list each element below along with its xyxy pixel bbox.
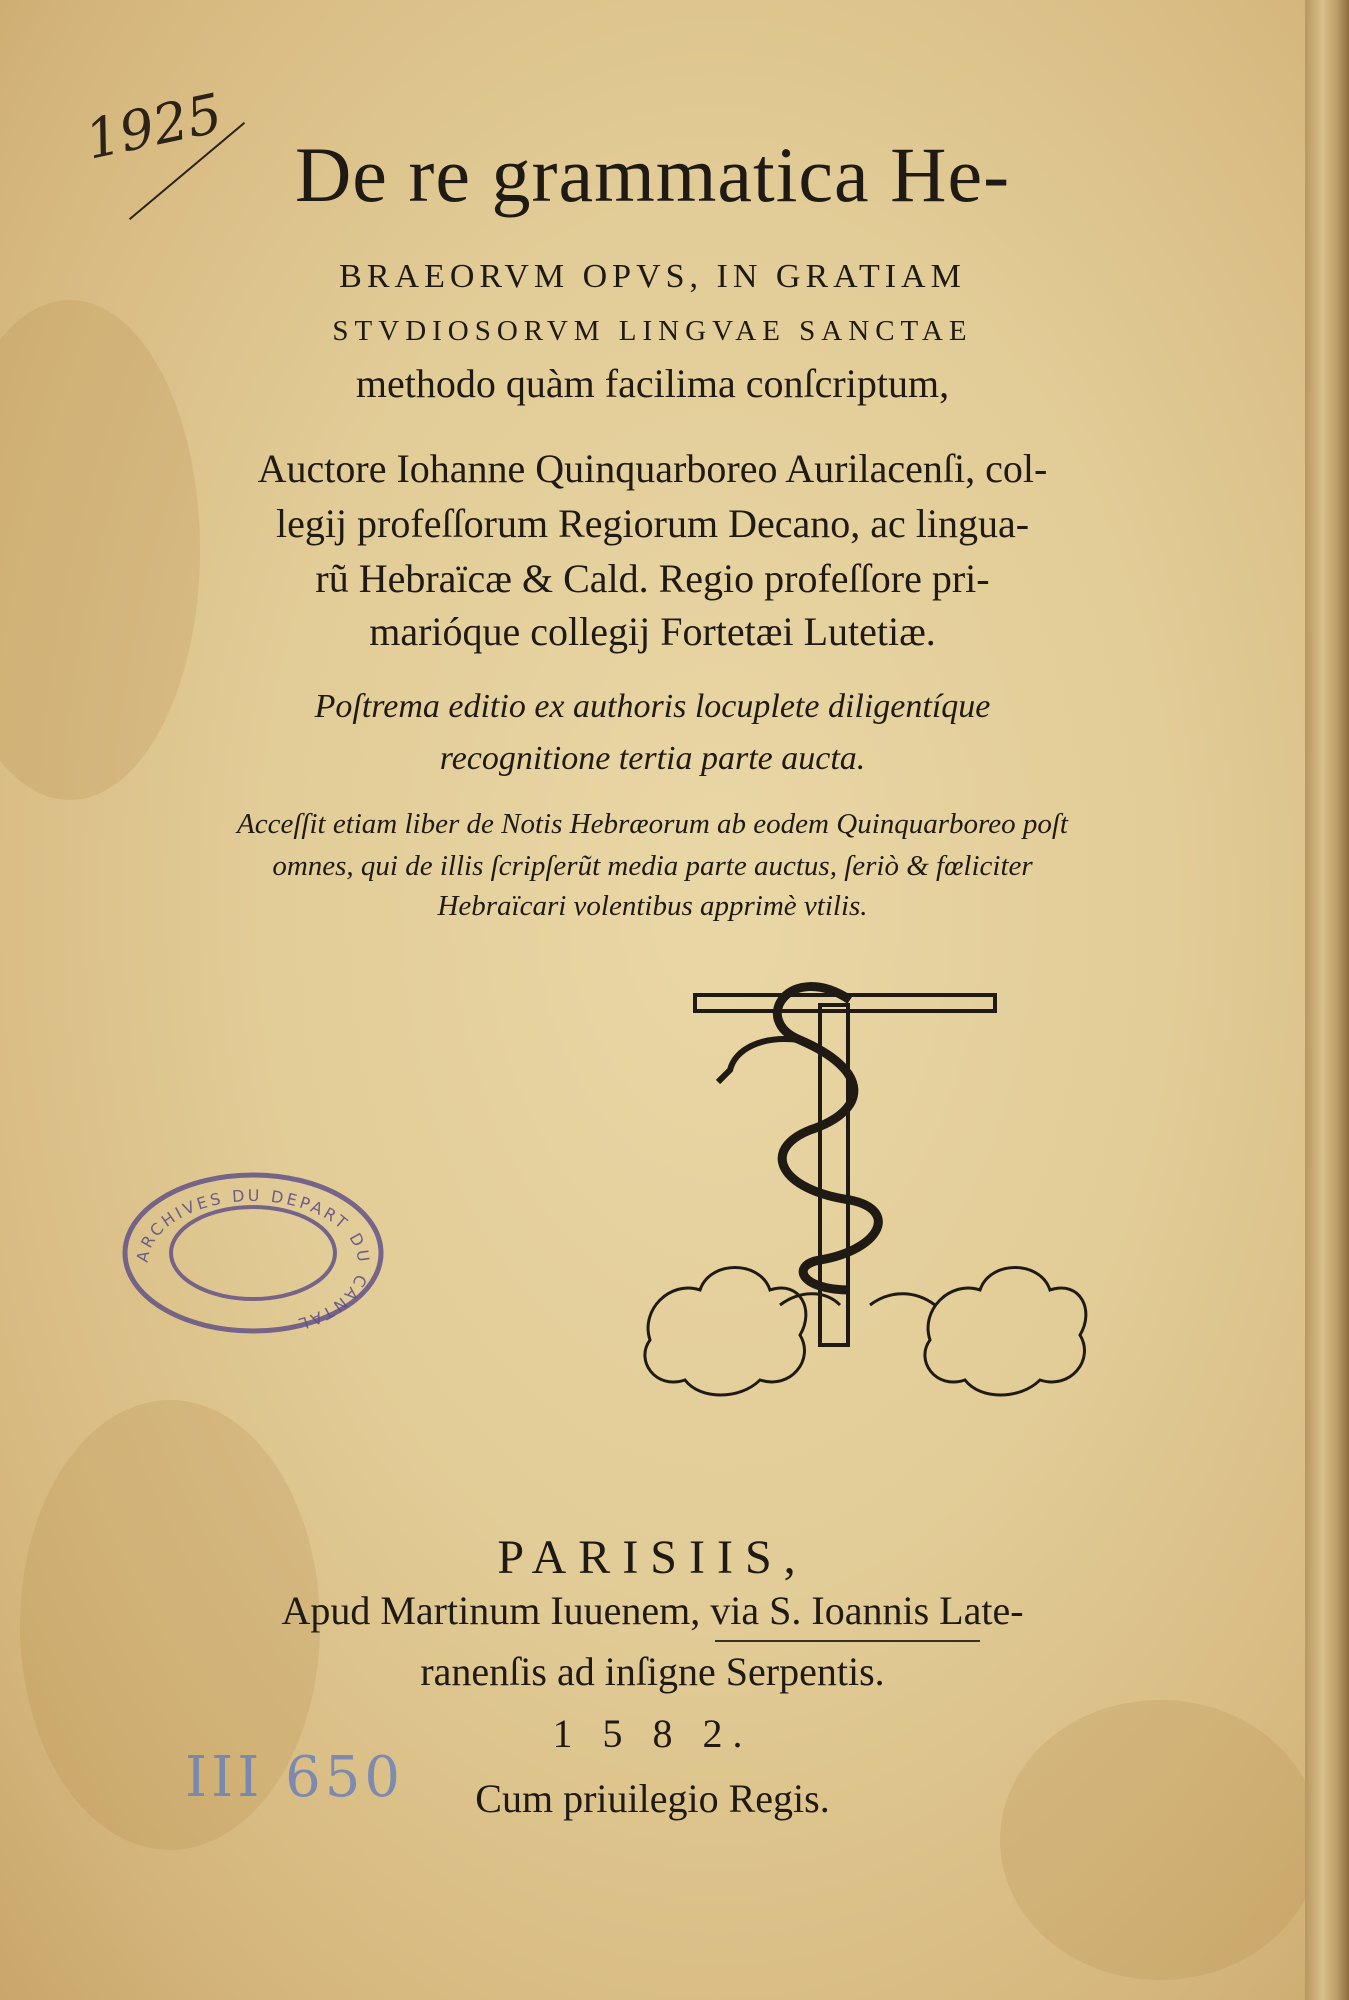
privilege-line: Cum priuilegio Regis. xyxy=(475,1776,830,1821)
author-line-2: legij profeſſorum Regiorum Decano, ac lingua- xyxy=(275,501,1030,546)
title-line-3: STVDIOSORVM LINGVAE SANCTAE xyxy=(332,315,973,347)
author-line-1: Auctore Iohanne Quinquarboreo Aurilacenſi, col- xyxy=(257,446,1048,491)
edition-line-1: Poſtrema editio ex authoris locuplete diligentíque xyxy=(314,688,991,725)
shelfmark: III 650 xyxy=(185,1745,405,1810)
printer-line-2: ranenſis ad inſigne Serpentis. xyxy=(420,1649,885,1694)
title-line-1: De re grammatica He- xyxy=(294,131,1011,218)
separator-rule xyxy=(715,1640,980,1642)
author-line-3: rũ Hebraïcæ & Cald. Regio profeſſore pri- xyxy=(315,556,990,601)
acquisition-number: 1925 xyxy=(79,81,228,172)
imprint-city: PARISIIS, xyxy=(497,1531,808,1584)
stamp-text: ARCHIVES DU DEPART DU CANTAL xyxy=(132,1185,374,1335)
author-line-4: marióque collegij Fortetæi Lutetiæ. xyxy=(369,609,936,654)
serpent-printer-device xyxy=(640,960,1090,1410)
edition-line-2: recognitione tertia parte aucta. xyxy=(439,740,866,777)
library-stamp xyxy=(118,1168,388,1338)
title-line-2: BRAEORVM OPVS, IN GRATIAM xyxy=(339,258,966,295)
title-line-4: methodo quàm facilima conſcriptum, xyxy=(355,361,950,406)
note-line-2: omnes, qui de illis ſcripſerũt media parte auctus, ſeriò & fœliciter xyxy=(272,850,1033,882)
note-line-1: Acceſſit etiam liber de Notis Hebræorum ab eodem Quinquarboreo poſt xyxy=(237,808,1068,840)
note-line-3: Hebraïcari volentibus apprimè vtilis. xyxy=(437,890,868,922)
imprint-year: 1 5 8 2. xyxy=(552,1711,753,1756)
printer-line-1: Apud Martinum Iuuenem, via S. Ioannis Late- xyxy=(281,1588,1024,1633)
page-edge xyxy=(1305,0,1349,2000)
